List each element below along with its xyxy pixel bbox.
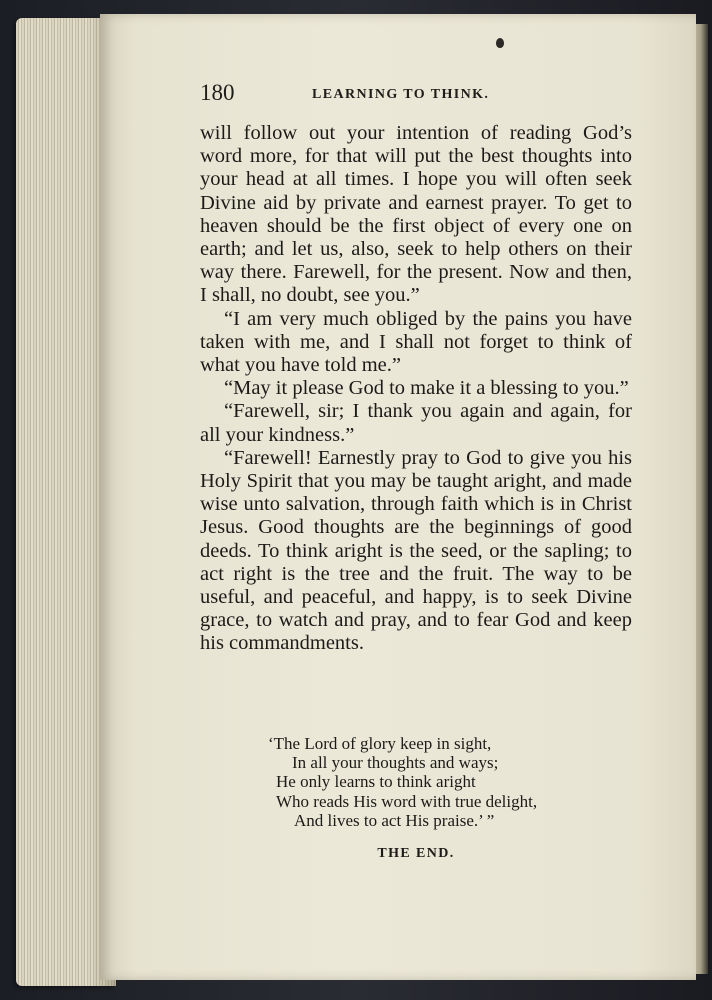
poem-line: And lives to act His praise.’ ”	[294, 810, 495, 830]
paragraph: will follow out your intention of reading God’s word more, for that will put the best thoughts into your head at all times. I hope you will often seek Divine aid by private and earnest prayer. To get to heaven should be the first object of every one on earth; and let us, also, seek to help others on their way there. Farewell, for the present. Now and then, I shall, no doubt, see you.”	[200, 122, 632, 307]
page-header	[200, 80, 632, 110]
poem-line: ‘The Lord of glory keep in sight,	[268, 734, 492, 753]
paragraph: “May it please God to make it a blessing to you.”	[224, 377, 629, 400]
ink-spot	[496, 38, 504, 48]
poem-line: Who reads His word with true delight,	[276, 791, 538, 811]
paragraph: “I am very much obliged by the pains you have taken with me, and I shall not forget to think of what you have told me.”	[200, 307, 632, 377]
paragraph: “Farewell, sir; I thank you again and again, for all your kindness.”	[200, 400, 632, 446]
closing-poem	[268, 734, 628, 830]
poem-line: In all your thoughts and ways;	[292, 753, 499, 773]
body-text	[200, 122, 632, 656]
page-number: 180	[200, 80, 235, 105]
the-end-mark: THE END.	[377, 846, 455, 861]
running-head: LEARNING TO THINK.	[312, 87, 490, 102]
poem-line: He only learns to think aright	[276, 772, 476, 792]
paragraph: “Farewell! Earnestly pray to God to give you his Holy Spirit that you may be taught aright, and made wise unto salvation, through faith which is in Christ Jesus. Good thoughts are the beginnings of good deeds. To think aright is the seed, or the sapling; to act right is the tree and the fruit. The way to be useful, and peaceful, and happy, is to seek Divine grace, to watch and pray, and to fear God and keep his commandments.	[200, 446, 632, 655]
